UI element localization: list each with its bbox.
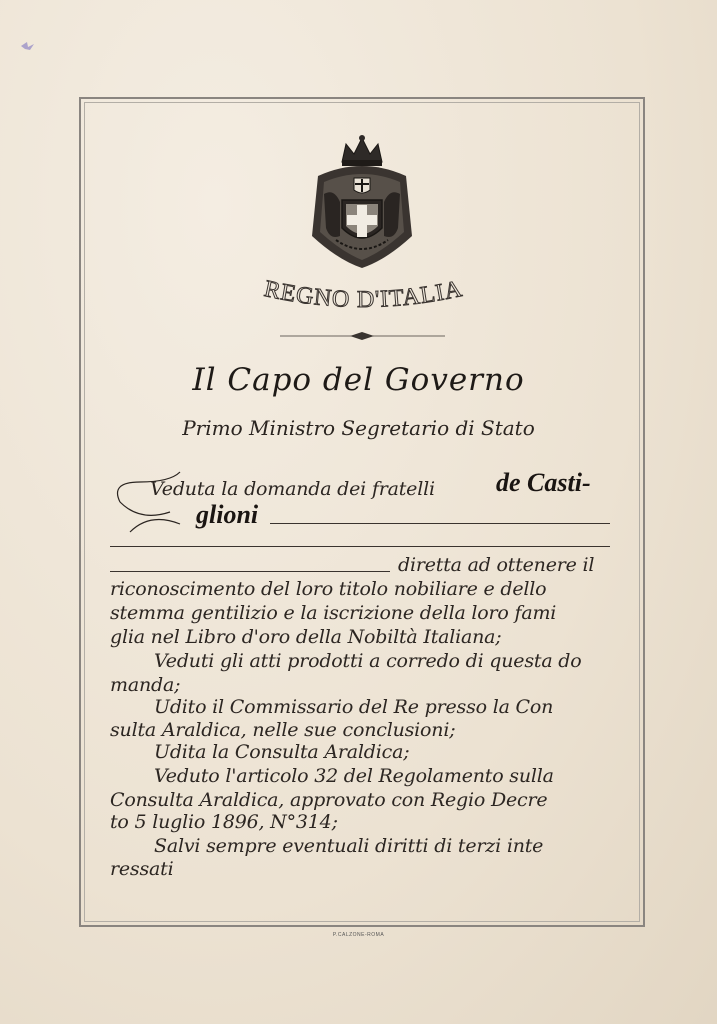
body-line-8: Veduti gli atti prodotti a corredo di questa do [154, 650, 582, 672]
body-line-10: Udito il Commissario del Re presso la Con [154, 696, 554, 718]
body-line-6: stemma gentilizio e la iscrizione della loro fami [110, 602, 557, 624]
body-line-15: to 5 luglio 1896, N°314; [110, 811, 338, 833]
body-line-16: Salvi sempre eventuali diritti di terzi inte [154, 835, 544, 857]
page-subtitle: Primo Ministro Segretario di Stato [182, 416, 535, 440]
body-line-17: ressati [110, 858, 174, 880]
fill-surname-2: glioni [196, 500, 259, 529]
body-line-1: Veduta la domanda dei fratelli [150, 478, 435, 500]
body-line-5: riconoscimento del loro titolo nobiliare e dello [110, 578, 547, 600]
initial-flourish [110, 462, 200, 542]
body-line-12: Udita la Consulta Araldica; [154, 741, 410, 763]
body-line-4: diretta ad ottenere il [398, 554, 595, 576]
blank-rule-1 [270, 523, 610, 524]
body-line-14: Consulta Araldica, approvato con Regio Decre [110, 789, 548, 811]
body-line-7: glia nel Libro d'oro della Nobiltà Italiana; [110, 626, 502, 648]
body-line-9: manda; [110, 674, 181, 696]
body-line-11: sulta Araldica, nelle sue conclusioni; [110, 719, 456, 741]
blank-rule-3 [110, 571, 390, 572]
emblem-text [0, 0, 717, 330]
printer-imprint: P.CALZONE-ROMA [332, 932, 385, 938]
emblem-text-path: REGNO D'ITALIA [261, 275, 466, 314]
svg-text:REGNO D'ITALIA [262, 276, 465, 313]
page-title: Il Capo del Governo [192, 362, 525, 398]
ornament-divider-icon [280, 330, 445, 342]
body-line-13: Veduto l'articolo 32 del Regolamento sulla [154, 765, 554, 787]
blank-rule-2 [110, 546, 610, 547]
fill-surname-1: de Casti- [496, 468, 591, 497]
